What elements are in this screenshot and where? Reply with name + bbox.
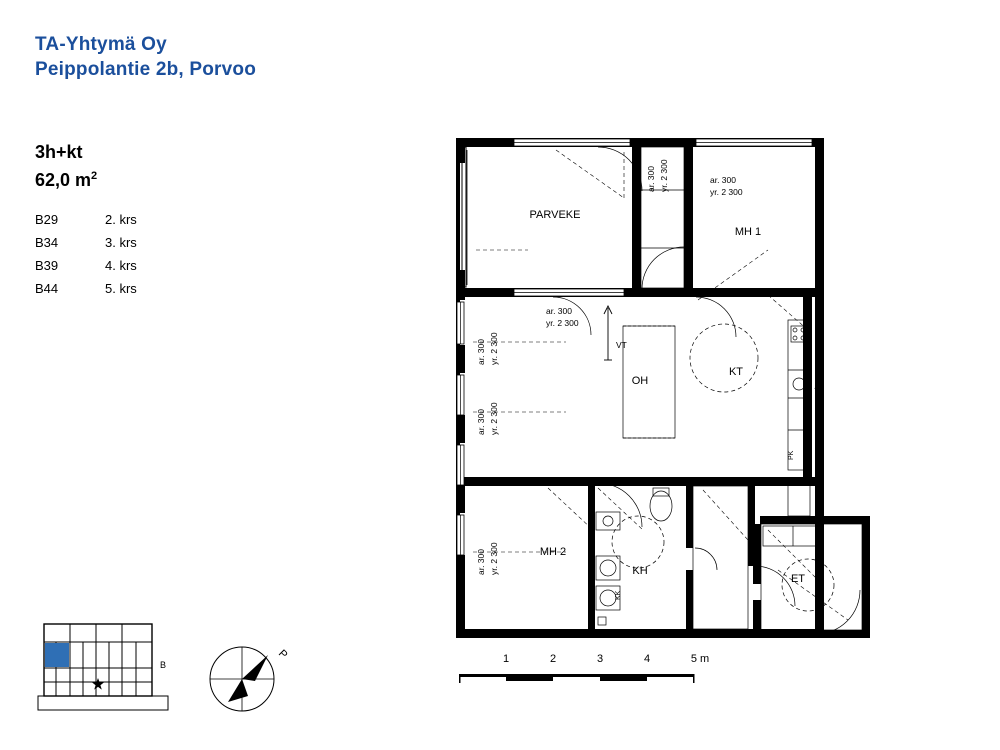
table-row — [35, 231, 137, 254]
room-label-mh1: MH 1 — [734, 226, 762, 238]
appliance-label-apk: APK — [815, 353, 822, 368]
scale-tick-4: 4 — [643, 653, 651, 665]
unit-floor: 2. krs — [105, 212, 137, 227]
unit-code: B39 — [35, 258, 59, 273]
scale-tick-1: 1 — [502, 653, 510, 665]
window-dim-yr: yr. 2 300 — [659, 159, 669, 192]
apartment-type: 3h+kt — [35, 142, 83, 162]
unit-code: B29 — [35, 212, 59, 227]
window-dim-yr: yr. 2 300 — [489, 332, 499, 365]
window-dim-yr: yr. 2 300 — [710, 187, 743, 197]
wall-structure — [456, 138, 824, 638]
apartment-info — [35, 140, 295, 300]
window-dim-yr: yr. 2 300 — [546, 318, 579, 328]
table-row — [35, 254, 137, 277]
site-address: Peippolantie 2b, Porvoo — [35, 59, 257, 80]
appliance-label-pk: PK — [788, 450, 795, 460]
room-label-parveke: PARVEKE — [529, 209, 581, 221]
window-dim-ar: ar. 300 — [476, 549, 486, 575]
window-dim-ar: ar. 300 — [646, 166, 656, 192]
title-block — [35, 32, 256, 82]
appliance-label-kk: KK — [615, 590, 622, 600]
window-dim-ar: ar. 300 — [710, 175, 736, 185]
unit-floor: 5. krs — [105, 281, 137, 296]
unit-list-table — [35, 208, 137, 300]
vt-arrow — [604, 306, 612, 360]
area-unit-exponent: 2 — [91, 170, 98, 182]
unit-code: B34 — [35, 235, 59, 250]
apartment-area — [35, 164, 295, 192]
keyplan-highlight — [45, 643, 69, 667]
keyplan-marker-label: B — [160, 660, 167, 670]
scale-tick-2: 2 — [549, 653, 557, 665]
room-label-kt: KT — [728, 366, 744, 378]
table-row — [35, 208, 137, 231]
vt-label: VT — [616, 340, 627, 350]
window-dim-yr: yr. 2 300 — [489, 402, 499, 435]
room-label-oh: OH — [631, 375, 649, 387]
appliance-label-jkpk: JK/PK — [815, 378, 822, 398]
room-label-mh2: MH 2 — [539, 546, 567, 558]
table-row — [35, 277, 137, 300]
window-dim-ar: ar. 300 — [476, 409, 486, 435]
door-swings — [553, 147, 860, 634]
bathroom-fixtures — [596, 488, 672, 625]
unit-floor: 3. krs — [105, 235, 137, 250]
entrance-annex — [753, 516, 870, 638]
room-label-et: ET — [790, 573, 806, 585]
window-dim-ar: ar. 300 — [476, 339, 486, 365]
unit-code: B44 — [35, 281, 59, 296]
floor-plan — [448, 130, 908, 650]
key-plan — [36, 620, 186, 720]
room-label-kh: KH — [632, 565, 648, 577]
compass-rose — [200, 632, 290, 722]
balcony-railing — [462, 147, 467, 287]
kitchen-fixtures — [623, 320, 810, 516]
scale-tick-3: 3 — [596, 653, 604, 665]
window-dim-ar: ar. 300 — [546, 306, 572, 316]
scale-end-label: 5 m — [690, 653, 710, 665]
window-dim-yr: yr. 2 300 — [489, 542, 499, 575]
company-name: TA-Yhtymä Oy — [35, 34, 167, 55]
unit-floor: 4. krs — [105, 258, 137, 273]
scale-bar — [448, 650, 718, 690]
scale-bar-blocks — [459, 674, 695, 683]
compass-north-label: P — [275, 647, 290, 662]
appliance-label-khk: KHK — [753, 525, 760, 540]
apartment-area-value: 62,0 m — [35, 170, 92, 190]
